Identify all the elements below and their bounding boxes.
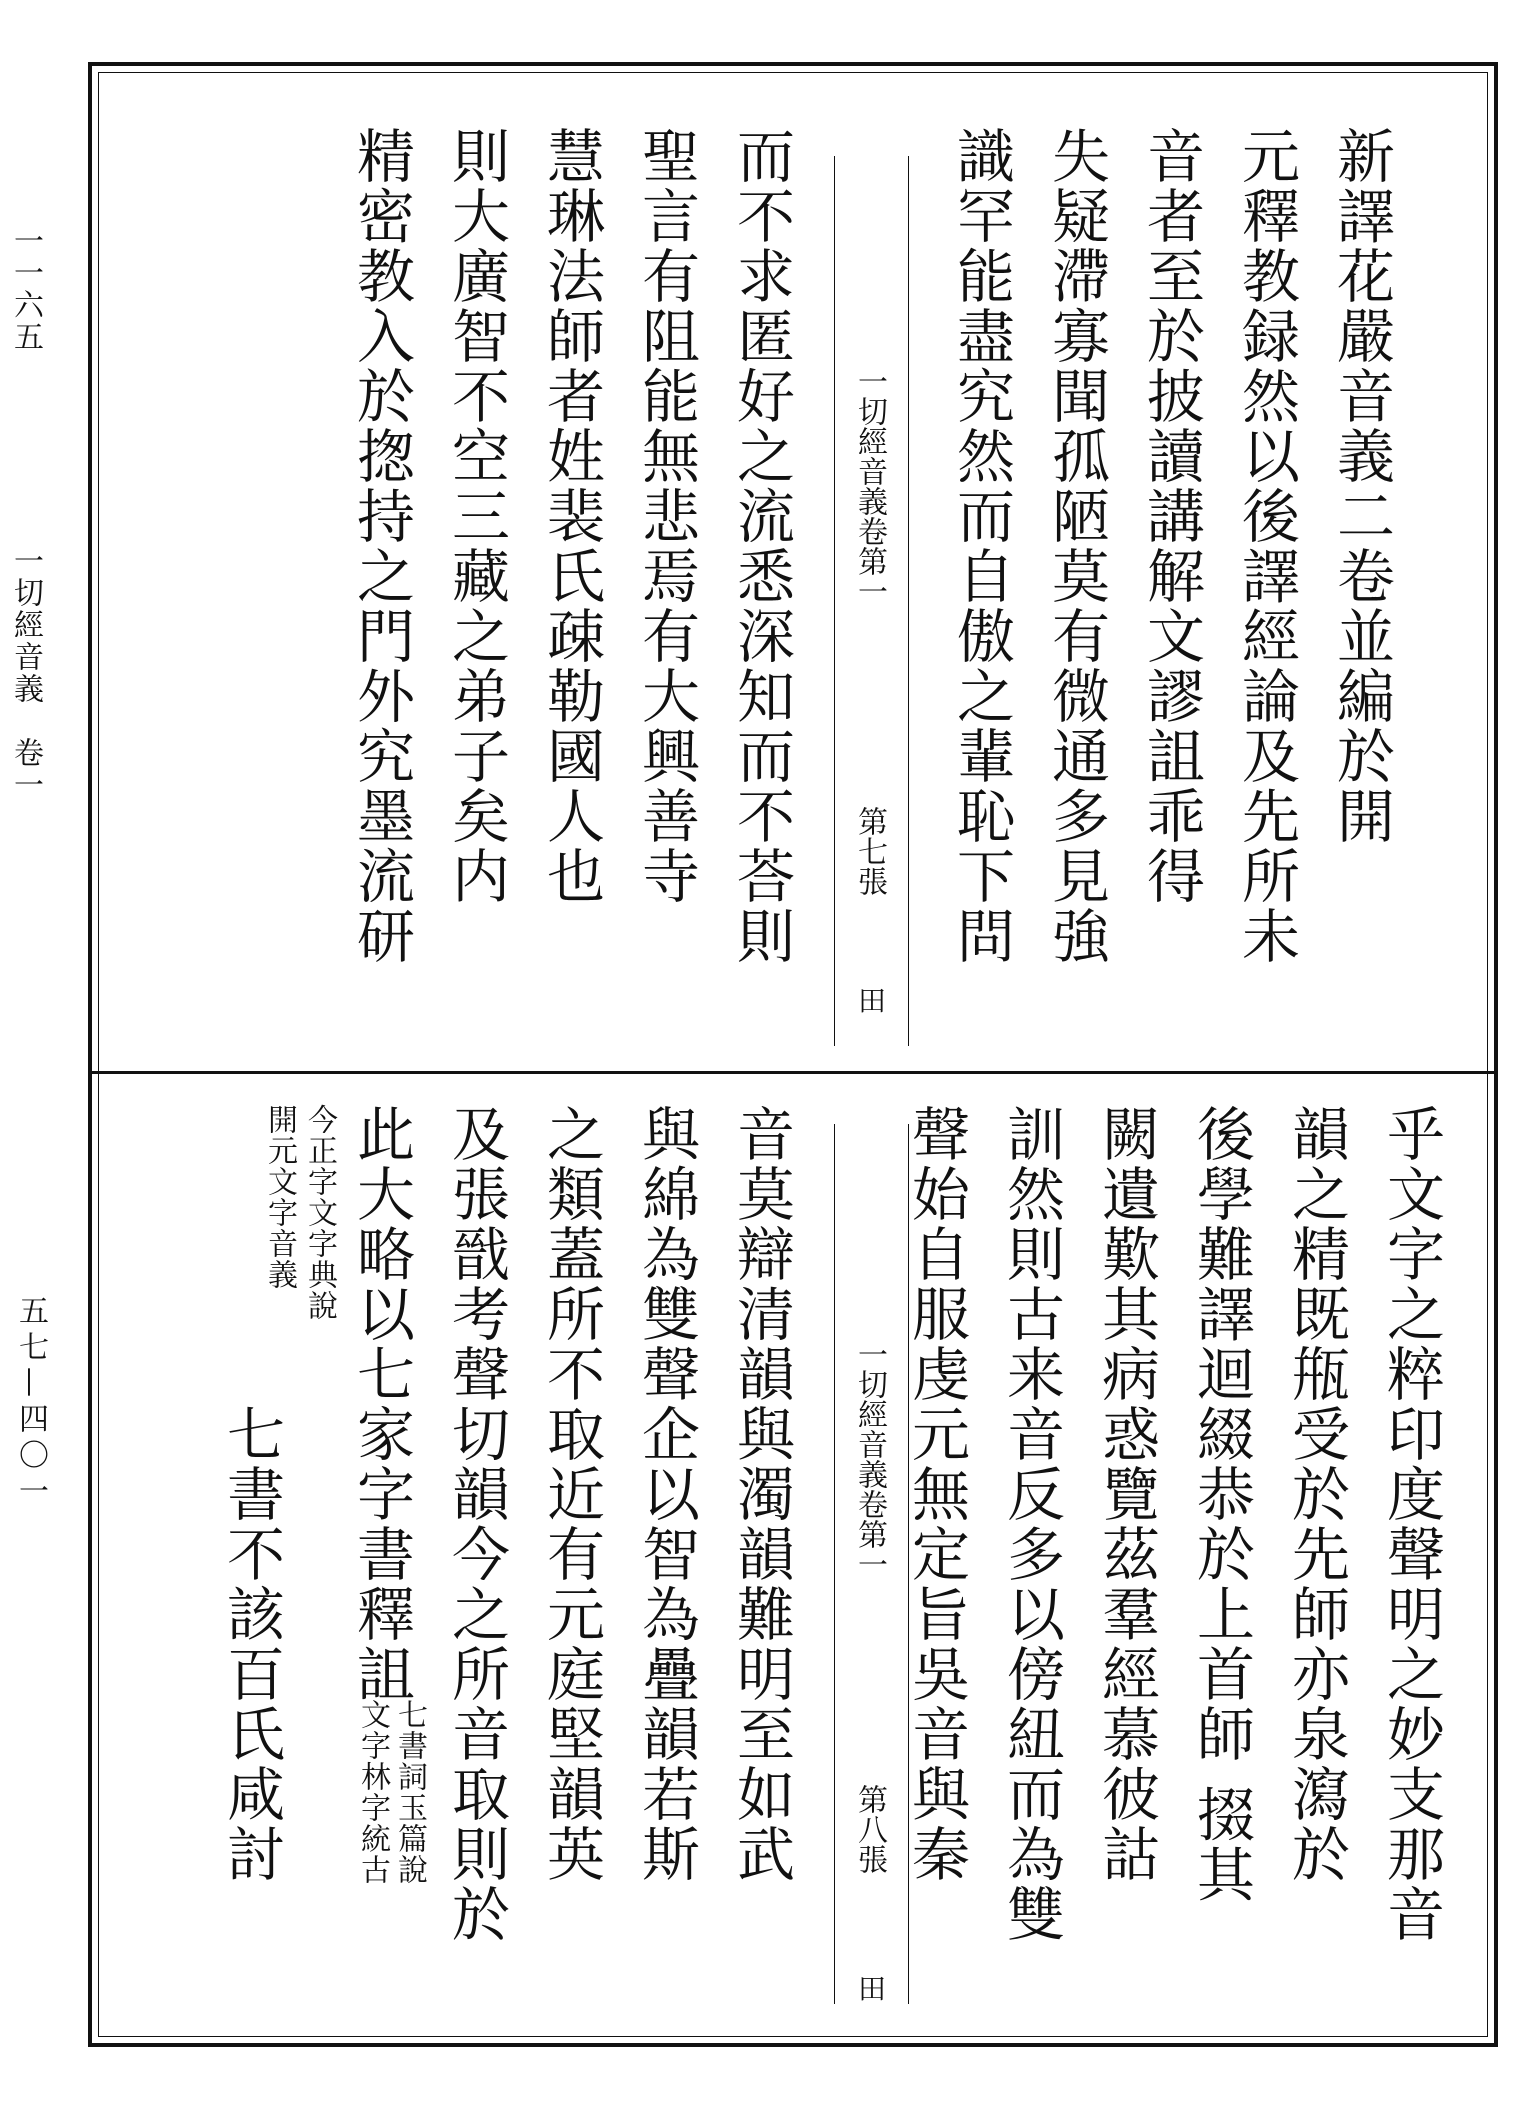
text-column: 之類蓋所不取近有元庭堅韻英 — [537, 1104, 605, 1884]
page-frame — [88, 62, 1498, 2047]
text-column: 聖言有阻能無悲焉有大興善寺 — [632, 126, 700, 906]
text-column: 與綿為雙聲企以智為疊韻若斯 — [632, 1104, 700, 1884]
text-column: 慧琳法師者姓裴氏疎勒國人也 — [537, 126, 605, 906]
text-column: 聲始自服虔元無定旨吳音與秦 — [902, 1104, 970, 1884]
text-column: 失疑滯寡聞孤陋莫有微通多見強 — [1042, 126, 1110, 966]
text-column: 音莫辯清韻與濁韻難明至如武 — [727, 1104, 795, 1884]
text-column: 音者至於披讀講解文謬詛乖得 — [1137, 126, 1205, 906]
text-column: 元釋教録然以後譯經論及先所未 — [1232, 126, 1300, 966]
text-column: 韻之精既甁受於先師亦泉瀉於 — [1282, 1104, 1350, 1884]
strip-rule — [908, 156, 909, 1046]
strip-rule — [834, 156, 835, 1046]
annotation-column: 七書詞玉篇說 — [392, 1699, 427, 1885]
text-column: 七書不該百氏咸討 — [217, 1404, 285, 1884]
text-column: 闕遺歎其病惑覽茲羣經慕彼詁 — [1092, 1104, 1160, 1884]
strip-title: 一切經音義卷第一 — [852, 1339, 887, 1579]
margin-volume-number: 五七—四〇一 — [13, 1295, 48, 1511]
strip-page-label: 第八張 — [852, 1784, 887, 1874]
text-column: 乎文字之粹印度聲明之妙支那音 — [1377, 1104, 1445, 1944]
text-column: 精密教入於揔持之門外究墨流研 — [347, 126, 415, 966]
text-column: 及張戩考聲切韻今之所音取則於 — [442, 1104, 510, 1944]
strip-rule — [908, 1124, 909, 2004]
text-column: 則大廣智不空三藏之弟子矣内 — [442, 126, 510, 906]
center-strip — [834, 156, 908, 1046]
strip-mark: 田 — [854, 986, 887, 1014]
bottom-panel — [92, 1074, 1494, 2040]
top-panel — [92, 66, 1494, 1071]
margin-book-title: 一切經音義 卷一 — [8, 545, 43, 801]
text-column: 後學難譯迴綴恭於上首師 掇其 — [1187, 1104, 1255, 1905]
text-column: 識罕能盡究然而自傲之輩恥下問 — [947, 126, 1015, 966]
text-column: 而不求匿好之流悉深知而不荅則 — [727, 126, 795, 966]
annotation-column: 今正字文字典說 — [302, 1104, 337, 1321]
text-column: 此大略以七家字書釋詛 — [347, 1104, 415, 1704]
strip-mark: 田 — [854, 1974, 887, 2002]
center-strip — [834, 1124, 908, 2004]
annotation-column: 開元文字音義 — [262, 1104, 297, 1290]
text-column: 訓然則古来音反多以傍紐而為雙 — [997, 1104, 1065, 1944]
annotation-column: 文字林字統古 — [355, 1699, 390, 1885]
strip-page-label: 第七張 — [852, 806, 887, 896]
text-column: 新譯花嚴音義二卷並編於開 — [1327, 126, 1395, 846]
margin-page-number: 一一六五 — [8, 225, 43, 353]
strip-rule — [834, 1124, 835, 2004]
strip-title: 一切經音義卷第一 — [852, 366, 887, 606]
